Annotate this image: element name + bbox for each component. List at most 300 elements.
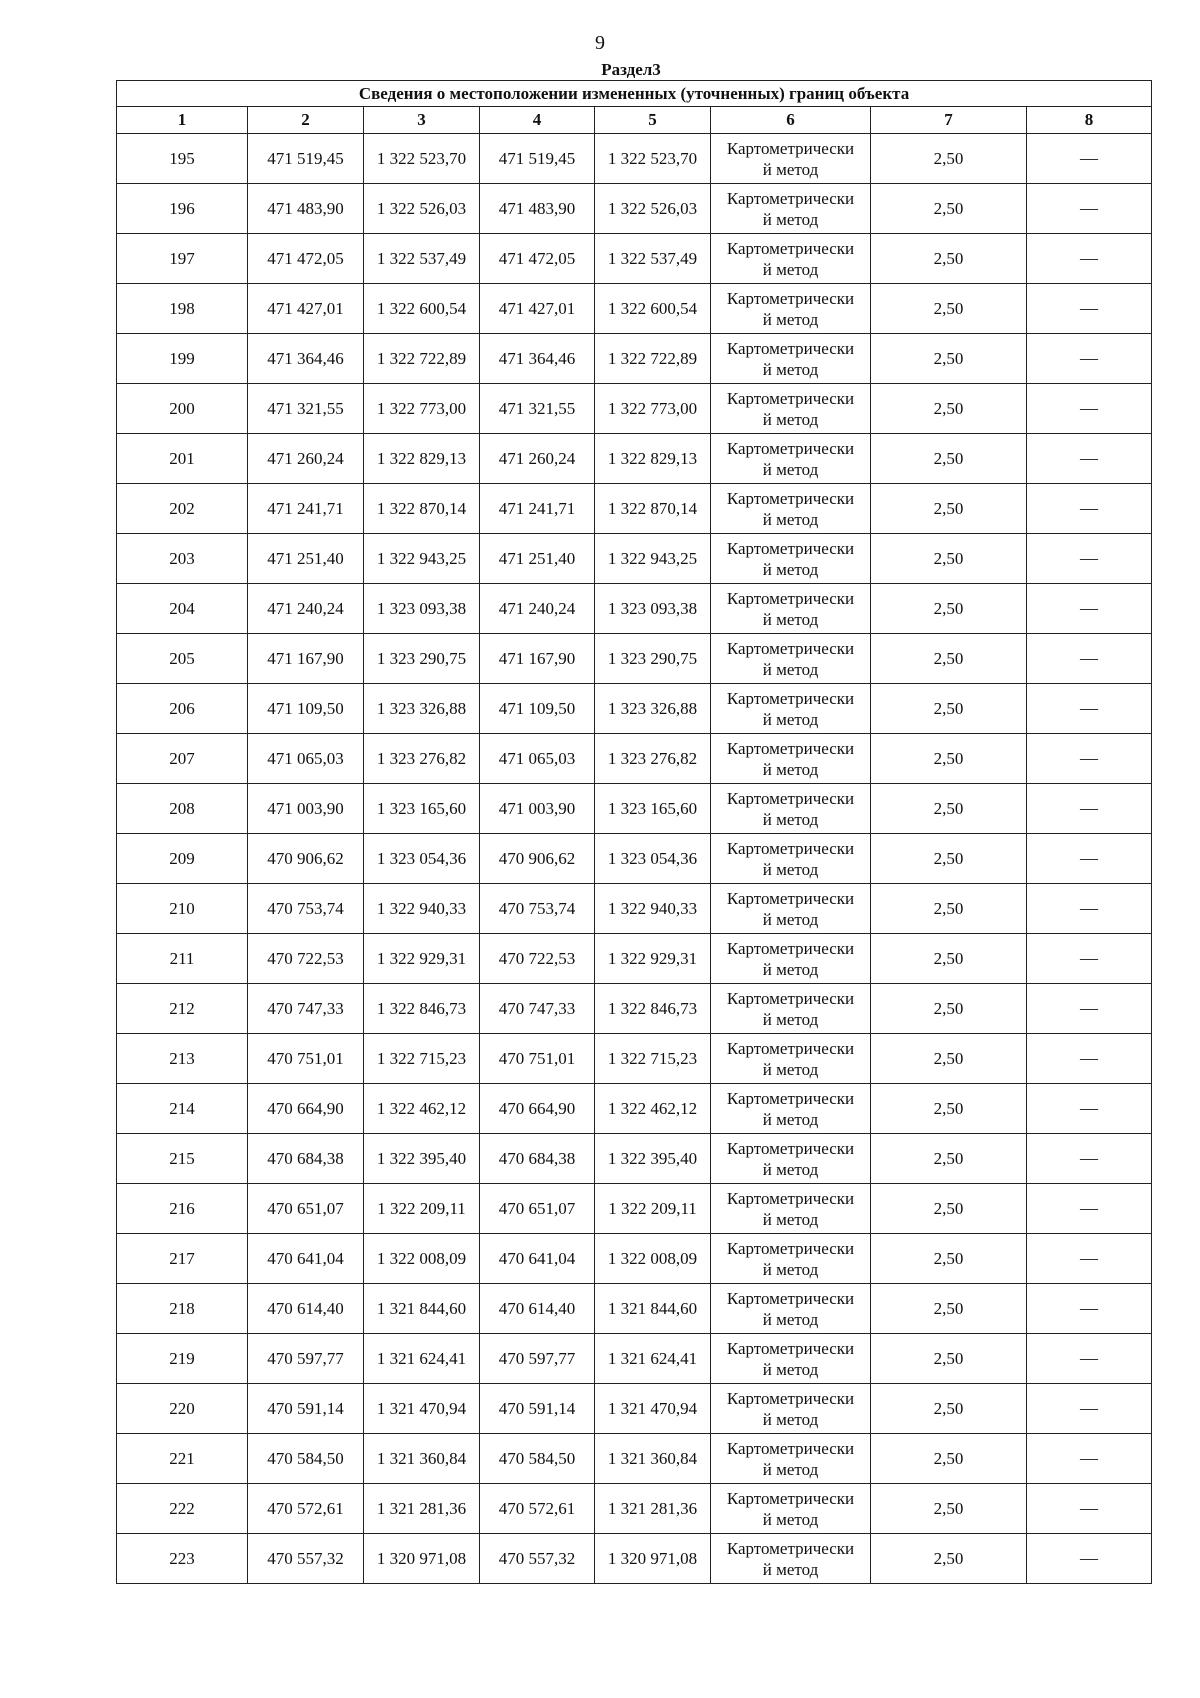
x-new-cell: 470 722,53 bbox=[480, 934, 595, 984]
method-cell bbox=[711, 1084, 871, 1134]
method-cell bbox=[711, 384, 871, 434]
note-cell: — bbox=[1027, 784, 1152, 834]
method-line-1: Картометрически bbox=[726, 1088, 855, 1108]
table-row bbox=[117, 1234, 1152, 1284]
x-old-cell: 470 572,61 bbox=[248, 1484, 364, 1534]
method-cell bbox=[711, 534, 871, 584]
point-number-cell: 195 bbox=[117, 134, 248, 184]
method-line-2: й метод bbox=[762, 1159, 819, 1179]
precision-cell: 2,50 bbox=[871, 1184, 1027, 1234]
precision-cell: 2,50 bbox=[871, 484, 1027, 534]
y-new-cell: 1 322 846,73 bbox=[595, 984, 711, 1034]
note-cell: — bbox=[1027, 534, 1152, 584]
method-line-1: Картометрически bbox=[726, 1138, 855, 1158]
x-old-cell: 471 519,45 bbox=[248, 134, 364, 184]
point-number-cell: 217 bbox=[117, 1234, 248, 1284]
method-cell bbox=[711, 984, 871, 1034]
table-row bbox=[117, 684, 1152, 734]
y-old-cell: 1 322 395,40 bbox=[364, 1134, 480, 1184]
note-cell: — bbox=[1027, 284, 1152, 334]
method-line-2: й метод bbox=[762, 309, 819, 329]
column-header: 3 bbox=[364, 107, 480, 134]
point-number-cell: 215 bbox=[117, 1134, 248, 1184]
note-cell: — bbox=[1027, 234, 1152, 284]
y-old-cell: 1 323 054,36 bbox=[364, 834, 480, 884]
method-cell bbox=[711, 484, 871, 534]
y-new-cell: 1 321 624,41 bbox=[595, 1334, 711, 1384]
x-old-cell: 470 614,40 bbox=[248, 1284, 364, 1334]
precision-cell: 2,50 bbox=[871, 984, 1027, 1034]
point-number-cell: 209 bbox=[117, 834, 248, 884]
point-number-cell: 201 bbox=[117, 434, 248, 484]
method-line-2: й метод bbox=[762, 1509, 819, 1529]
x-new-cell: 470 684,38 bbox=[480, 1134, 595, 1184]
table-row bbox=[117, 584, 1152, 634]
x-new-cell: 471 364,46 bbox=[480, 334, 595, 384]
method-line-1: Картометрически bbox=[726, 1238, 855, 1258]
table-row bbox=[117, 1284, 1152, 1334]
method-line-2: й метод bbox=[762, 1059, 819, 1079]
x-new-cell: 470 591,14 bbox=[480, 1384, 595, 1434]
method-cell bbox=[711, 1184, 871, 1234]
method-cell bbox=[711, 184, 871, 234]
table-row bbox=[117, 634, 1152, 684]
column-header: 6 bbox=[711, 107, 871, 134]
table-row bbox=[117, 534, 1152, 584]
y-old-cell: 1 322 209,11 bbox=[364, 1184, 480, 1234]
y-new-cell: 1 321 360,84 bbox=[595, 1434, 711, 1484]
x-new-cell: 470 906,62 bbox=[480, 834, 595, 884]
point-number-cell: 219 bbox=[117, 1334, 248, 1384]
precision-cell: 2,50 bbox=[871, 1084, 1027, 1134]
note-cell: — bbox=[1027, 634, 1152, 684]
method-line-2: й метод bbox=[762, 359, 819, 379]
y-new-cell: 1 322 715,23 bbox=[595, 1034, 711, 1084]
table-row bbox=[117, 1334, 1152, 1384]
table-row bbox=[117, 884, 1152, 934]
precision-cell: 2,50 bbox=[871, 1334, 1027, 1384]
y-old-cell: 1 322 523,70 bbox=[364, 134, 480, 184]
x-old-cell: 470 557,32 bbox=[248, 1534, 364, 1584]
note-cell: — bbox=[1027, 1384, 1152, 1434]
method-line-2: й метод bbox=[762, 1309, 819, 1329]
point-number-cell: 206 bbox=[117, 684, 248, 734]
x-old-cell: 470 747,33 bbox=[248, 984, 364, 1034]
y-new-cell: 1 322 870,14 bbox=[595, 484, 711, 534]
precision-cell: 2,50 bbox=[871, 1034, 1027, 1084]
x-new-cell: 471 109,50 bbox=[480, 684, 595, 734]
method-line-2: й метод bbox=[762, 509, 819, 529]
y-old-cell: 1 323 093,38 bbox=[364, 584, 480, 634]
note-cell: — bbox=[1027, 334, 1152, 384]
y-old-cell: 1 323 276,82 bbox=[364, 734, 480, 784]
method-cell bbox=[711, 834, 871, 884]
y-new-cell: 1 322 395,40 bbox=[595, 1134, 711, 1184]
x-new-cell: 471 483,90 bbox=[480, 184, 595, 234]
precision-cell: 2,50 bbox=[871, 834, 1027, 884]
point-number-cell: 214 bbox=[117, 1084, 248, 1134]
point-number-cell: 207 bbox=[117, 734, 248, 784]
x-new-cell: 471 241,71 bbox=[480, 484, 595, 534]
page-number: 9 bbox=[595, 32, 605, 54]
y-old-cell: 1 321 470,94 bbox=[364, 1384, 480, 1434]
x-old-cell: 471 483,90 bbox=[248, 184, 364, 234]
precision-cell: 2,50 bbox=[871, 884, 1027, 934]
method-line-2: й метод bbox=[762, 1009, 819, 1029]
table-row bbox=[117, 134, 1152, 184]
y-new-cell: 1 322 537,49 bbox=[595, 234, 711, 284]
column-header-row bbox=[117, 107, 1152, 134]
table-caption: Сведения о местоположении измененных (уточненных) границ объекта bbox=[117, 81, 1152, 107]
note-cell: — bbox=[1027, 734, 1152, 784]
section-title: Раздел3 bbox=[601, 60, 661, 79]
method-cell bbox=[711, 684, 871, 734]
method-cell bbox=[711, 584, 871, 634]
table-row bbox=[117, 934, 1152, 984]
y-new-cell: 1 321 844,60 bbox=[595, 1284, 711, 1334]
x-new-cell: 470 641,04 bbox=[480, 1234, 595, 1284]
x-new-cell: 471 427,01 bbox=[480, 284, 595, 334]
y-new-cell: 1 321 281,36 bbox=[595, 1484, 711, 1534]
precision-cell: 2,50 bbox=[871, 1284, 1027, 1334]
method-line-2: й метод bbox=[762, 859, 819, 879]
y-old-cell: 1 323 326,88 bbox=[364, 684, 480, 734]
method-line-2: й метод bbox=[762, 1109, 819, 1129]
method-line-1: Картометрически bbox=[726, 1488, 855, 1508]
x-old-cell: 470 641,04 bbox=[248, 1234, 364, 1284]
note-cell: — bbox=[1027, 1034, 1152, 1084]
method-line-2: й метод bbox=[762, 909, 819, 929]
point-number-cell: 208 bbox=[117, 784, 248, 834]
method-cell bbox=[711, 1334, 871, 1384]
y-old-cell: 1 322 722,89 bbox=[364, 334, 480, 384]
x-old-cell: 471 251,40 bbox=[248, 534, 364, 584]
table-row bbox=[117, 984, 1152, 1034]
method-line-1: Картометрически bbox=[726, 288, 855, 308]
x-old-cell: 471 065,03 bbox=[248, 734, 364, 784]
method-line-2: й метод bbox=[762, 1359, 819, 1379]
table-row bbox=[117, 1484, 1152, 1534]
precision-cell: 2,50 bbox=[871, 434, 1027, 484]
method-line-1: Картометрически bbox=[726, 1388, 855, 1408]
method-line-2: й метод bbox=[762, 1559, 819, 1579]
point-number-cell: 210 bbox=[117, 884, 248, 934]
x-old-cell: 471 260,24 bbox=[248, 434, 364, 484]
note-cell: — bbox=[1027, 434, 1152, 484]
point-number-cell: 196 bbox=[117, 184, 248, 234]
y-old-cell: 1 321 360,84 bbox=[364, 1434, 480, 1484]
x-old-cell: 471 321,55 bbox=[248, 384, 364, 434]
y-new-cell: 1 320 971,08 bbox=[595, 1534, 711, 1584]
table-row bbox=[117, 334, 1152, 384]
method-cell bbox=[711, 784, 871, 834]
precision-cell: 2,50 bbox=[871, 1134, 1027, 1184]
table-row bbox=[117, 1434, 1152, 1484]
point-number-cell: 221 bbox=[117, 1434, 248, 1484]
note-cell: — bbox=[1027, 584, 1152, 634]
y-old-cell: 1 322 462,12 bbox=[364, 1084, 480, 1134]
method-cell bbox=[711, 334, 871, 384]
method-line-1: Картометрически bbox=[726, 938, 855, 958]
point-number-cell: 218 bbox=[117, 1284, 248, 1334]
table-row bbox=[117, 1134, 1152, 1184]
method-line-2: й метод bbox=[762, 709, 819, 729]
method-line-1: Картометрически bbox=[726, 588, 855, 608]
table-row bbox=[117, 434, 1152, 484]
y-old-cell: 1 322 943,25 bbox=[364, 534, 480, 584]
x-new-cell: 470 597,77 bbox=[480, 1334, 595, 1384]
method-line-2: й метод bbox=[762, 559, 819, 579]
y-old-cell: 1 322 773,00 bbox=[364, 384, 480, 434]
y-old-cell: 1 322 537,49 bbox=[364, 234, 480, 284]
x-new-cell: 471 167,90 bbox=[480, 634, 595, 684]
table-row bbox=[117, 184, 1152, 234]
precision-cell: 2,50 bbox=[871, 734, 1027, 784]
x-old-cell: 470 664,90 bbox=[248, 1084, 364, 1134]
precision-cell: 2,50 bbox=[871, 684, 1027, 734]
note-cell: — bbox=[1027, 684, 1152, 734]
note-cell: — bbox=[1027, 984, 1152, 1034]
precision-cell: 2,50 bbox=[871, 634, 1027, 684]
y-old-cell: 1 322 008,09 bbox=[364, 1234, 480, 1284]
method-line-1: Картометрически bbox=[726, 138, 855, 158]
method-cell bbox=[711, 634, 871, 684]
method-cell bbox=[711, 134, 871, 184]
method-line-2: й метод bbox=[762, 209, 819, 229]
method-line-2: й метод bbox=[762, 459, 819, 479]
point-number-cell: 202 bbox=[117, 484, 248, 534]
point-number-cell: 199 bbox=[117, 334, 248, 384]
method-line-2: й метод bbox=[762, 1259, 819, 1279]
note-cell: — bbox=[1027, 934, 1152, 984]
precision-cell: 2,50 bbox=[871, 234, 1027, 284]
y-new-cell: 1 322 773,00 bbox=[595, 384, 711, 434]
method-line-2: й метод bbox=[762, 1209, 819, 1229]
point-number-cell: 213 bbox=[117, 1034, 248, 1084]
y-new-cell: 1 322 523,70 bbox=[595, 134, 711, 184]
precision-cell: 2,50 bbox=[871, 534, 1027, 584]
y-old-cell: 1 322 715,23 bbox=[364, 1034, 480, 1084]
method-line-1: Картометрически bbox=[726, 1288, 855, 1308]
method-line-1: Картометрически bbox=[726, 188, 855, 208]
method-line-1: Картометрически bbox=[726, 1438, 855, 1458]
y-new-cell: 1 323 276,82 bbox=[595, 734, 711, 784]
precision-cell: 2,50 bbox=[871, 934, 1027, 984]
method-line-2: й метод bbox=[762, 659, 819, 679]
method-cell bbox=[711, 1484, 871, 1534]
method-line-2: й метод bbox=[762, 1459, 819, 1479]
table-row bbox=[117, 384, 1152, 434]
x-new-cell: 470 651,07 bbox=[480, 1184, 595, 1234]
x-new-cell: 471 321,55 bbox=[480, 384, 595, 434]
x-new-cell: 470 557,32 bbox=[480, 1534, 595, 1584]
x-old-cell: 470 753,74 bbox=[248, 884, 364, 934]
table-row bbox=[117, 1184, 1152, 1234]
precision-cell: 2,50 bbox=[871, 1434, 1027, 1484]
y-new-cell: 1 321 470,94 bbox=[595, 1384, 711, 1434]
method-line-1: Картометрически bbox=[726, 538, 855, 558]
method-line-2: й метод bbox=[762, 759, 819, 779]
x-old-cell: 470 684,38 bbox=[248, 1134, 364, 1184]
y-old-cell: 1 321 281,36 bbox=[364, 1484, 480, 1534]
method-line-1: Картометрически bbox=[726, 238, 855, 258]
y-old-cell: 1 323 165,60 bbox=[364, 784, 480, 834]
x-new-cell: 470 584,50 bbox=[480, 1434, 595, 1484]
method-line-1: Картометрически bbox=[726, 1338, 855, 1358]
y-old-cell: 1 322 600,54 bbox=[364, 284, 480, 334]
coordinates-table bbox=[116, 80, 1152, 1584]
method-line-2: й метод bbox=[762, 1409, 819, 1429]
y-old-cell: 1 321 624,41 bbox=[364, 1334, 480, 1384]
x-old-cell: 470 651,07 bbox=[248, 1184, 364, 1234]
y-new-cell: 1 323 093,38 bbox=[595, 584, 711, 634]
precision-cell: 2,50 bbox=[871, 334, 1027, 384]
point-number-cell: 198 bbox=[117, 284, 248, 334]
note-cell: — bbox=[1027, 884, 1152, 934]
method-line-1: Картометрически bbox=[726, 638, 855, 658]
point-number-cell: 205 bbox=[117, 634, 248, 684]
x-old-cell: 470 584,50 bbox=[248, 1434, 364, 1484]
y-new-cell: 1 323 290,75 bbox=[595, 634, 711, 684]
method-cell bbox=[711, 884, 871, 934]
y-new-cell: 1 322 929,31 bbox=[595, 934, 711, 984]
x-old-cell: 471 427,01 bbox=[248, 284, 364, 334]
x-new-cell: 471 519,45 bbox=[480, 134, 595, 184]
column-header: 7 bbox=[871, 107, 1027, 134]
note-cell: — bbox=[1027, 1534, 1152, 1584]
y-old-cell: 1 322 846,73 bbox=[364, 984, 480, 1034]
x-new-cell: 471 260,24 bbox=[480, 434, 595, 484]
point-number-cell: 222 bbox=[117, 1484, 248, 1534]
note-cell: — bbox=[1027, 384, 1152, 434]
table-row bbox=[117, 834, 1152, 884]
y-new-cell: 1 322 209,11 bbox=[595, 1184, 711, 1234]
y-old-cell: 1 322 940,33 bbox=[364, 884, 480, 934]
x-old-cell: 471 241,71 bbox=[248, 484, 364, 534]
method-line-1: Картометрически bbox=[726, 1188, 855, 1208]
method-line-1: Картометрически bbox=[726, 1538, 855, 1558]
x-new-cell: 470 614,40 bbox=[480, 1284, 595, 1334]
method-cell bbox=[711, 234, 871, 284]
y-new-cell: 1 323 165,60 bbox=[595, 784, 711, 834]
x-old-cell: 470 906,62 bbox=[248, 834, 364, 884]
x-old-cell: 471 240,24 bbox=[248, 584, 364, 634]
x-old-cell: 471 003,90 bbox=[248, 784, 364, 834]
method-cell bbox=[711, 284, 871, 334]
y-new-cell: 1 322 526,03 bbox=[595, 184, 711, 234]
column-header: 2 bbox=[248, 107, 364, 134]
method-line-1: Картометрически bbox=[726, 838, 855, 858]
method-cell bbox=[711, 1534, 871, 1584]
x-old-cell: 471 109,50 bbox=[248, 684, 364, 734]
x-old-cell: 471 364,46 bbox=[248, 334, 364, 384]
method-line-1: Картометрически bbox=[726, 738, 855, 758]
method-line-1: Картометрически bbox=[726, 338, 855, 358]
y-new-cell: 1 322 600,54 bbox=[595, 284, 711, 334]
precision-cell: 2,50 bbox=[871, 134, 1027, 184]
table-row bbox=[117, 484, 1152, 534]
precision-cell: 2,50 bbox=[871, 1484, 1027, 1534]
precision-cell: 2,50 bbox=[871, 284, 1027, 334]
x-old-cell: 470 751,01 bbox=[248, 1034, 364, 1084]
precision-cell: 2,50 bbox=[871, 184, 1027, 234]
point-number-cell: 197 bbox=[117, 234, 248, 284]
note-cell: — bbox=[1027, 1284, 1152, 1334]
method-line-2: й метод bbox=[762, 809, 819, 829]
y-old-cell: 1 320 971,08 bbox=[364, 1534, 480, 1584]
method-line-2: й метод bbox=[762, 259, 819, 279]
x-old-cell: 470 597,77 bbox=[248, 1334, 364, 1384]
table-row bbox=[117, 284, 1152, 334]
table-row bbox=[117, 784, 1152, 834]
x-old-cell: 471 472,05 bbox=[248, 234, 364, 284]
y-old-cell: 1 322 526,03 bbox=[364, 184, 480, 234]
column-header: 4 bbox=[480, 107, 595, 134]
x-new-cell: 471 003,90 bbox=[480, 784, 595, 834]
precision-cell: 2,50 bbox=[871, 1384, 1027, 1434]
method-cell bbox=[711, 1234, 871, 1284]
table-row bbox=[117, 1034, 1152, 1084]
y-old-cell: 1 321 844,60 bbox=[364, 1284, 480, 1334]
note-cell: — bbox=[1027, 1334, 1152, 1384]
y-new-cell: 1 322 943,25 bbox=[595, 534, 711, 584]
method-cell bbox=[711, 734, 871, 784]
x-new-cell: 471 065,03 bbox=[480, 734, 595, 784]
point-number-cell: 200 bbox=[117, 384, 248, 434]
point-number-cell: 203 bbox=[117, 534, 248, 584]
point-number-cell: 223 bbox=[117, 1534, 248, 1584]
point-number-cell: 220 bbox=[117, 1384, 248, 1434]
precision-cell: 2,50 bbox=[871, 1534, 1027, 1584]
note-cell: — bbox=[1027, 184, 1152, 234]
method-line-1: Картометрически bbox=[726, 1038, 855, 1058]
method-line-2: й метод bbox=[762, 609, 819, 629]
table-row bbox=[117, 1384, 1152, 1434]
y-new-cell: 1 323 326,88 bbox=[595, 684, 711, 734]
precision-cell: 2,50 bbox=[871, 384, 1027, 434]
table-row bbox=[117, 1534, 1152, 1584]
table-row bbox=[117, 734, 1152, 784]
column-header: 1 bbox=[117, 107, 248, 134]
note-cell: — bbox=[1027, 1434, 1152, 1484]
method-cell bbox=[711, 434, 871, 484]
x-old-cell: 470 591,14 bbox=[248, 1384, 364, 1434]
y-old-cell: 1 323 290,75 bbox=[364, 634, 480, 684]
note-cell: — bbox=[1027, 134, 1152, 184]
y-new-cell: 1 322 940,33 bbox=[595, 884, 711, 934]
table-row bbox=[117, 1084, 1152, 1134]
y-old-cell: 1 322 929,31 bbox=[364, 934, 480, 984]
point-number-cell: 204 bbox=[117, 584, 248, 634]
note-cell: — bbox=[1027, 834, 1152, 884]
method-line-1: Картометрически bbox=[726, 888, 855, 908]
note-cell: — bbox=[1027, 1084, 1152, 1134]
y-new-cell: 1 322 829,13 bbox=[595, 434, 711, 484]
x-new-cell: 470 751,01 bbox=[480, 1034, 595, 1084]
y-new-cell: 1 322 008,09 bbox=[595, 1234, 711, 1284]
y-new-cell: 1 322 462,12 bbox=[595, 1084, 711, 1134]
method-line-1: Картометрически bbox=[726, 988, 855, 1008]
precision-cell: 2,50 bbox=[871, 1234, 1027, 1284]
y-old-cell: 1 322 829,13 bbox=[364, 434, 480, 484]
x-new-cell: 471 251,40 bbox=[480, 534, 595, 584]
y-new-cell: 1 322 722,89 bbox=[595, 334, 711, 384]
method-cell bbox=[711, 1284, 871, 1334]
note-cell: — bbox=[1027, 1134, 1152, 1184]
column-header: 8 bbox=[1027, 107, 1152, 134]
x-new-cell: 471 240,24 bbox=[480, 584, 595, 634]
column-header: 5 bbox=[595, 107, 711, 134]
